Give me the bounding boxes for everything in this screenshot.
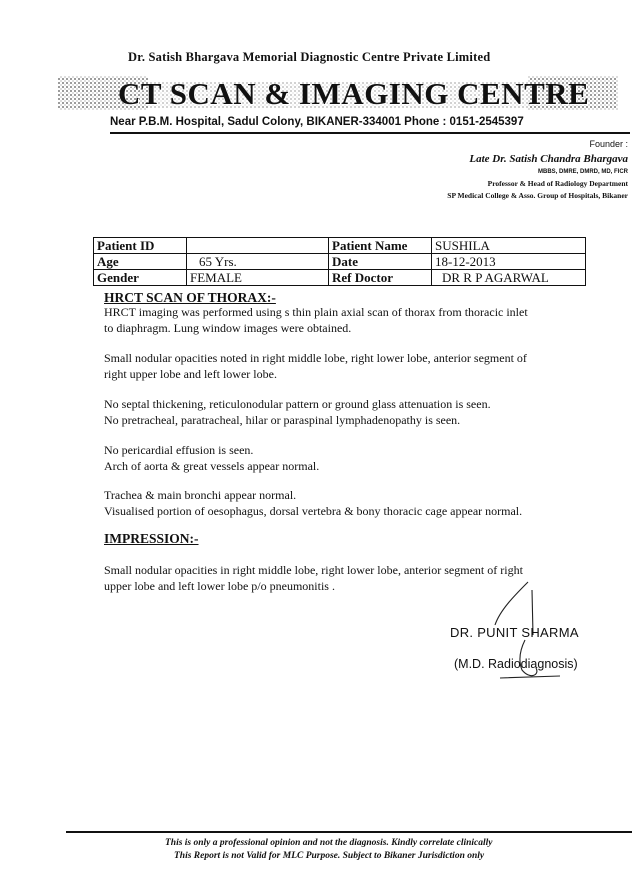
- findings-paragraph: [104, 397, 584, 428]
- doctor-name: DR. PUNIT SHARMA: [450, 625, 579, 640]
- text-line: Small nodular opacities noted in right middle lobe, right lower lobe, anterior segment of: [104, 351, 527, 365]
- footer-divider: [66, 831, 632, 833]
- centre-address: Near P.B.M. Hospital, Sadul Colony, BIKANER-334001 Phone : 0151-2545397: [110, 116, 524, 128]
- text-line: right upper lobe and left lower lobe.: [104, 366, 277, 381]
- text-line: No pretracheal, paratracheal, hilar or paraspinal lymphadenopathy is seen.: [104, 412, 461, 427]
- findings-paragraph: [104, 488, 584, 519]
- text-line: Arch of aorta & great vessels appear normal.: [104, 458, 320, 473]
- age-label: Age: [94, 254, 187, 270]
- centre-name: CT SCAN & IMAGING CENTRE: [118, 76, 590, 111]
- doctor-qualification: (M.D. Radiodiagnosis): [454, 657, 578, 671]
- text-line: Trachea & main bronchi appear normal.: [104, 488, 297, 502]
- age-value: 65 Yrs.: [187, 254, 329, 270]
- date-label: Date: [329, 254, 432, 270]
- founder-position: Professor & Head of Radiology Department: [487, 179, 628, 188]
- founder-name: Late Dr. Satish Chandra Bhargava: [469, 153, 628, 165]
- ref-doctor-value: DR R P AGARWAL: [432, 270, 586, 286]
- founder-label: Founder :: [589, 139, 628, 149]
- report-title: HRCT SCAN OF THORAX:-: [104, 290, 276, 305]
- text-line: No septal thickening, reticulonodular pattern or ground glass attenuation is seen.: [104, 397, 491, 411]
- impression-title: IMPRESSION:-: [104, 531, 199, 546]
- text-line: to diaphragm. Lung window images were obtained.: [104, 320, 352, 335]
- table-row: [94, 238, 586, 254]
- disclaimer-line-2: This Report is not Valid for MLC Purpose. Subject to Bikaner Jurisdiction only: [174, 851, 485, 861]
- patient-id-label: Patient ID: [94, 238, 187, 254]
- text-line: Visualised portion of oesophagus, dorsal vertebra & bony thoracic cage appear normal.: [104, 503, 523, 518]
- table-row: [94, 270, 586, 286]
- founder-institution: SP Medical College & Asso. Group of Hospitals, Bikaner: [447, 191, 628, 200]
- text-line: upper lobe and left lower lobe p/o pneumonitis .: [104, 578, 335, 593]
- text-line: No pericardial effusion is seen.: [104, 443, 254, 457]
- gender-label: Gender: [94, 270, 187, 286]
- date-value: 18-12-2013: [432, 254, 586, 270]
- header-divider: [110, 132, 630, 134]
- text-line: Small nodular opacities in right middle lobe, right lower lobe, anterior segment of right: [104, 563, 523, 577]
- patient-details-table: [93, 237, 586, 286]
- ref-doctor-label: Ref Doctor: [329, 270, 432, 286]
- founder-degrees: MBBS, DMRE, DMRD, MD, FICR: [538, 169, 628, 175]
- patient-name-label: Patient Name: [329, 238, 432, 254]
- findings-paragraph: [104, 351, 584, 382]
- findings-paragraph: [104, 443, 584, 474]
- organization-name: Dr. Satish Bhargava Memorial Diagnostic Centre Private Limited: [128, 50, 491, 64]
- text-line: HRCT imaging was performed using s thin plain axial scan of thorax from thoracic inlet: [104, 305, 528, 319]
- findings-paragraph: [104, 305, 584, 336]
- table-row: [94, 254, 586, 270]
- patient-id-value: [187, 238, 329, 254]
- gender-value: FEMALE: [187, 270, 329, 286]
- patient-name-value: SUSHILA: [432, 238, 586, 254]
- disclaimer-line-1: This is only a professional opinion and not the diagnosis. Kindly correlate clinically: [165, 838, 493, 848]
